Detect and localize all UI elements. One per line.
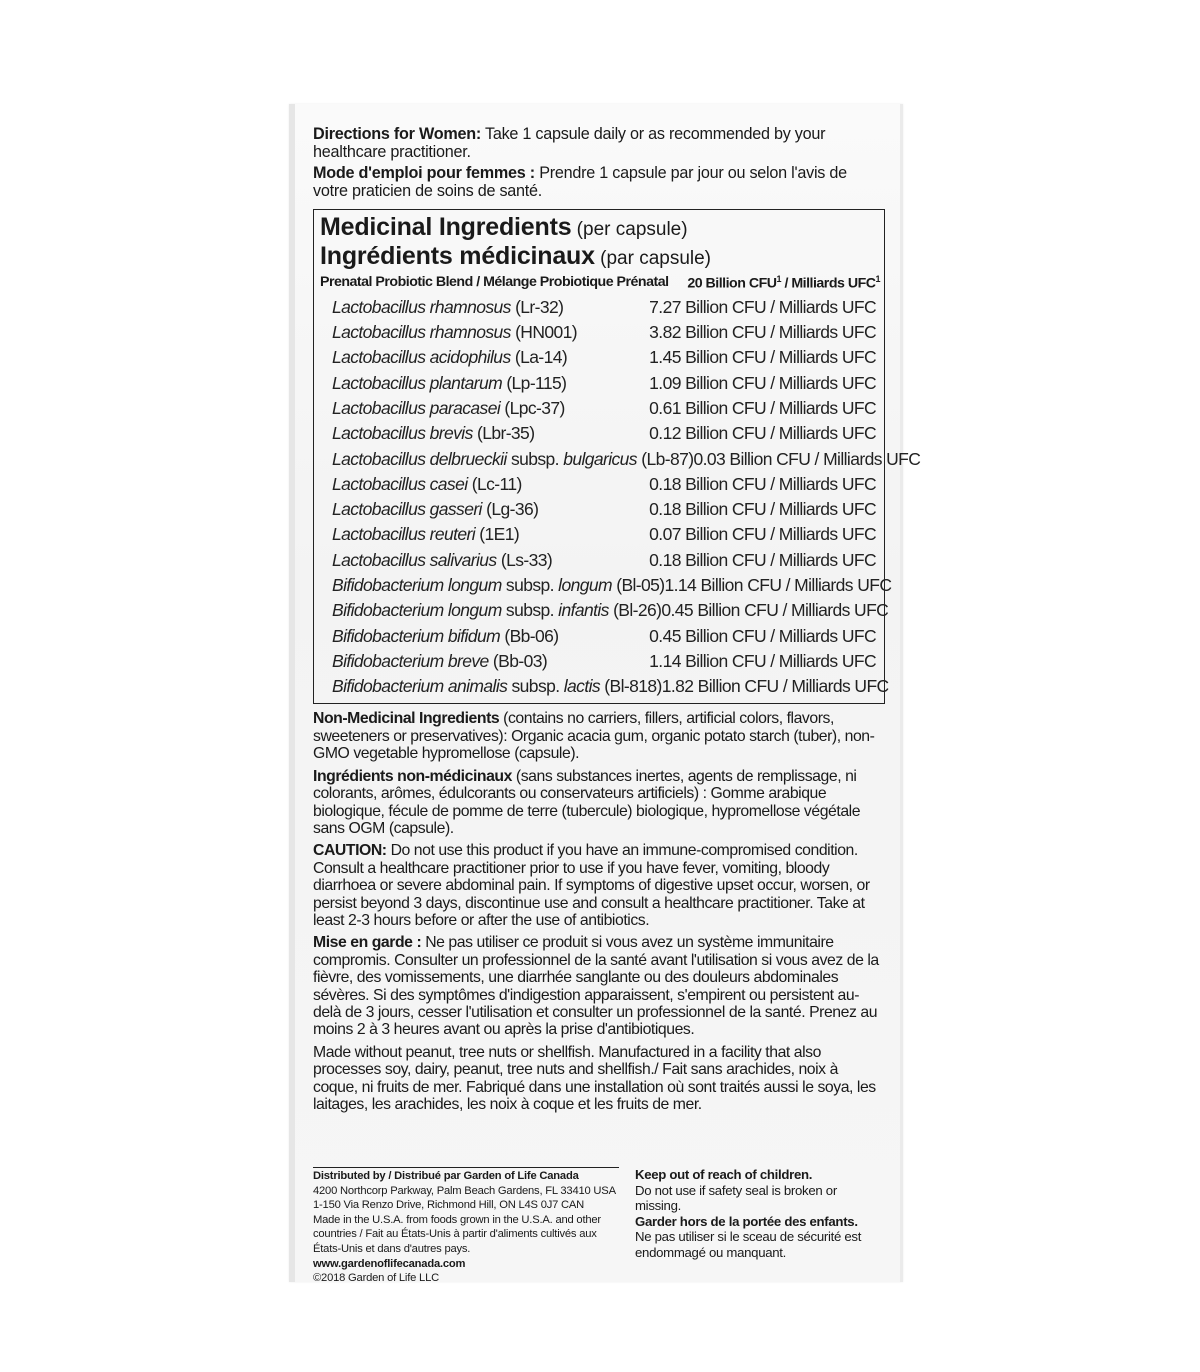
ingredient-species: Bifidobacterium longum: [332, 600, 502, 621]
ingredient-list: [320, 295, 921, 700]
ingredient-amount: 0.07 Billion CFU / Milliards UFC: [649, 524, 876, 545]
copyright: ©2018 Garden of Life LLC: [313, 1272, 439, 1285]
caution-en-label: CAUTION:: [313, 842, 387, 860]
directions-en: [313, 126, 883, 161]
distributed-by: [313, 1169, 619, 1184]
caution-fr: [313, 934, 883, 1038]
ingredient-amount: 0.45 Billion CFU / Milliards UFC: [649, 625, 876, 646]
ingredient-name: [332, 598, 661, 623]
caution-fr-label: Mise en garde :: [313, 934, 422, 952]
non-medicinal-fr: [313, 768, 883, 838]
ingredient-name: [332, 649, 547, 674]
address-usa: 4200 Northcorp Parkway, Palm Beach Gardens, FL 33410 USA: [313, 1184, 616, 1197]
ingredient-species: Lactobacillus rhamnosus: [332, 296, 511, 317]
directions-fr: [313, 165, 883, 200]
ingredient-subspecies: infantis: [558, 600, 609, 621]
ingredient-species: Lactobacillus rhamnosus: [332, 322, 511, 343]
ingredient-strain: (Lb-87): [636, 448, 694, 469]
ingredient-name: [332, 573, 665, 598]
directions-en-text: Take 1 capsule daily or as recommended by your healthcare practitioner.: [313, 125, 826, 161]
footer: [313, 1167, 885, 1286]
directions-fr-text: Prendre 1 capsule par jour ou selon l'avis de votre praticien de soins de santé.: [313, 164, 847, 200]
blend-footnote-fr: 1: [875, 274, 880, 284]
ingredient-name: [332, 497, 538, 522]
ingredient-amount: 3.82 Billion CFU / Milliards UFC: [649, 322, 876, 343]
directions-fr-label: Mode d'emploi pour femmes :: [313, 164, 535, 182]
ingredient-species: Lactobacillus plantarum: [332, 372, 503, 393]
ingredient-row: [320, 396, 884, 421]
ingredient-name: [332, 396, 565, 421]
ingredient-species: Lactobacillus paracasei: [332, 397, 501, 418]
ingredient-amount: 0.03 Billion CFU / Milliards UFC: [693, 448, 921, 469]
ingredient-species: Bifidobacterium bifidum: [332, 625, 501, 646]
non-medicinal-en: [313, 710, 883, 762]
ingredient-amount: 1.14 Billion CFU / Milliards UFC: [664, 575, 892, 595]
ingredient-name: [332, 674, 662, 699]
ingredient-name: [332, 421, 534, 446]
non-medicinal-en-label: Non-Medicinal Ingredients: [313, 710, 500, 728]
blend-amount-fr: / Milliards UFC: [781, 275, 876, 292]
ingredient-amount: 1.45 Billion CFU / Milliards UFC: [649, 347, 876, 368]
ingredient-row: [320, 548, 884, 573]
allergen-statement: Made without peanut, tree nuts or shellfish. Manufactured in a facility that also processes soy, dairy, peanut, tree nuts and shellfish./ Fait sans arachides, noix à coque, ni fruits de mer. Fabriqué dans une installation où sont traités aussi le soya, les laitages, les arachides, les noix à coque et les fruits de mer.: [313, 1043, 876, 1114]
ingredient-amount: 1.82 Billion CFU / Milliards UFC: [661, 676, 889, 697]
ingredient-strain: (HN001): [510, 322, 578, 343]
blend-amount: [687, 274, 880, 292]
ingredient-row: [320, 598, 889, 623]
ingredient-species: Lactobacillus salivarius: [332, 549, 497, 570]
ingredients-title-en: [320, 214, 884, 243]
ingredient-amount: 0.45 Billion CFU / Milliards UFC: [661, 600, 889, 621]
label-panel: [289, 104, 921, 1285]
ingredient-row: [320, 472, 884, 497]
ingredient-name: [332, 472, 522, 497]
ingredient-species: Bifidobacterium longum: [332, 575, 502, 595]
ingredient-species: Lactobacillus acidophilus: [332, 347, 511, 368]
ingredient-strain: (Lg-36): [481, 499, 539, 520]
ingredient-strain: (Bl-05): [611, 575, 665, 595]
ingredient-name: [332, 295, 563, 320]
ingredient-species: Lactobacillus gasseri: [332, 499, 482, 520]
ingredient-subsp: subsp.: [506, 448, 564, 469]
ingredient-row: [320, 649, 884, 674]
ingredient-strain: (Ls-33): [496, 549, 553, 570]
ingredient-subsp: subsp.: [507, 676, 564, 697]
ingredient-strain: (Bl-818): [600, 676, 662, 697]
ingredient-species: Lactobacillus brevis: [332, 423, 473, 444]
distributor-info: [313, 1167, 619, 1286]
keep-out-fr: [635, 1214, 885, 1230]
ingredient-row: [320, 295, 884, 320]
ingredient-name: [332, 522, 519, 547]
keep-out-fr-text: Garder hors de la portée des enfants.: [635, 1213, 858, 1229]
ingredient-amount: 0.18 Billion CFU / Milliards UFC: [649, 473, 876, 494]
ingredients-title-en-sub: (per capsule): [571, 219, 688, 240]
non-medicinal-fr-text: (sans substances inertes, agents de remplissage, ni colorants, arômes, édulcorants ou conservateurs artificiels) : Gomme arabique biologique, fécule de pomme de terre (tubercule) biologique, hypromellose végétale sans OGM (capsule).: [313, 767, 861, 837]
ingredients-title-fr-text: Ingrédients médicinaux: [320, 242, 595, 270]
non-medicinal-fr-label: Ingrédients non-médicinaux: [313, 767, 512, 785]
ingredient-strain: (Lc-11): [467, 473, 522, 494]
ingredient-species: Lactobacillus delbrueckii: [332, 448, 507, 469]
ingredient-species: Lactobacillus casei: [332, 473, 468, 494]
ingredient-name: [332, 371, 566, 396]
ingredient-name: [332, 345, 567, 370]
ingredient-row: [320, 421, 884, 446]
ingredient-amount: 7.27 Billion CFU / Milliards UFC: [649, 296, 876, 317]
label-content: [313, 125, 921, 1114]
ingredient-subspecies: lactis: [563, 676, 601, 697]
ingredient-row: [320, 573, 892, 598]
ingredient-name: [332, 624, 559, 649]
ingredient-subspecies: longum: [558, 575, 612, 595]
ingredient-strain: (Lpc-37): [500, 397, 565, 418]
ingredient-name: [332, 320, 577, 345]
safety-info: [635, 1167, 885, 1286]
blend-footnote-en: 1: [776, 274, 781, 284]
body-text: [313, 710, 883, 1113]
blend-amount-en: 20 Billion CFU: [687, 275, 777, 292]
ingredient-row: [320, 371, 884, 396]
seal-warning-fr: Ne pas utiliser si le sceau de sécurité est endommagé ou manquant.: [635, 1229, 862, 1260]
ingredient-strain: (Lbr-35): [472, 423, 535, 444]
caution-en: [313, 842, 883, 929]
medicinal-ingredients-box: [313, 209, 921, 704]
ingredient-strain: (Bb-06): [500, 625, 559, 646]
distributed-by-text: Distributed by / Distribué par Garden of Life Canada: [313, 1170, 579, 1182]
blend-row: [320, 274, 884, 292]
ingredient-row: [320, 522, 884, 547]
ingredient-row: [320, 674, 889, 699]
caution-fr-text: Ne pas utiliser ce produit si vous avez un système immunitaire compromis. Consulter un professionnel de la santé avant l'utilisation si vous avez de la fièvre, des vomissements, une diarrhée sanglante ou des douleurs abdominales sévères. Si des symptômes d'indigestion apparaissent, s'empirent ou persistent au-delà de 3 jours, cesser l'utilisation et consulter un professionnel de la santé. Prenez au moins 2 à 3 heures avant ou après la prise d'antibiotiques.: [313, 934, 879, 1039]
non-medicinal-en-text: (contains no carriers, fillers, artificial colors, flavors, sweeteners or preservatives): Organic acacia gum, organic potato starch (tuber), non-GMO vegetable hypromellose (capsule).: [313, 710, 875, 763]
ingredient-amount: 0.18 Billion CFU / Milliards UFC: [649, 499, 876, 520]
ingredients-title-en-text: Medicinal Ingredients: [320, 213, 572, 241]
ingredient-species: Lactobacillus reuteri: [332, 524, 476, 545]
ingredient-strain: (1E1): [475, 524, 520, 545]
website-text: www.gardenoflifecanada.com: [313, 1257, 466, 1270]
keep-out-en: [635, 1167, 885, 1183]
blend-label: Prenatal Probiotic Blend / Mélange Probiotique Prénatal: [320, 274, 669, 290]
ingredient-amount: 0.12 Billion CFU / Milliards UFC: [649, 423, 876, 444]
ingredient-name: [332, 447, 693, 472]
ingredient-species: Bifidobacterium breve: [332, 650, 489, 671]
ingredients-title-fr: [320, 243, 884, 272]
ingredient-strain: (Lr-32): [510, 296, 564, 317]
ingredient-species: Bifidobacterium animalis: [332, 676, 508, 697]
ingredient-row: [320, 320, 884, 345]
directions-en-label: Directions for Women:: [313, 125, 482, 143]
ingredient-row: [320, 447, 921, 472]
ingredient-strain: (Bl-26): [608, 600, 662, 621]
ingredient-subspecies: bulgaricus: [563, 448, 637, 469]
ingredient-subsp: subsp.: [501, 575, 559, 595]
caution-en-text: Do not use this product if you have an immune-compromised condition. Consult a healthcare practitioner prior to use if you have fever, vomiting, bloody diarrhoea or severe abdominal pain. If symptoms of digestive upset occur, worsen, or persist beyond 3 days, discontinue use and consult a healthcare practitioner. Take at least 2-3 hours before or after the use of antibiotics.: [313, 842, 870, 929]
ingredient-strain: (Bb-03): [488, 650, 548, 671]
ingredient-amount: 0.61 Billion CFU / Milliards UFC: [649, 397, 876, 418]
ingredient-name: [332, 548, 552, 573]
ingredient-row: [320, 345, 884, 370]
ingredient-row: [320, 624, 884, 649]
made-in-text: Made in the U.S.A. from foods grown in the U.S.A. and other countries / Fait au États-Unis à partir d'aliments cultivés aux États-Unis et dans d'autres pays.: [313, 1213, 601, 1255]
ingredient-strain: (La-14): [510, 347, 568, 368]
ingredients-title-fr-sub: (par capsule): [594, 248, 712, 269]
made-in: [313, 1213, 619, 1271]
ingredient-amount: 1.14 Billion CFU / Milliards UFC: [649, 650, 876, 671]
ingredient-amount: 1.09 Billion CFU / Milliards UFC: [649, 372, 876, 393]
seal-warning-en: Do not use if safety seal is broken or missing.: [635, 1182, 837, 1213]
ingredient-subsp: subsp.: [501, 600, 559, 621]
keep-out-en-text: Keep out of reach of children.: [635, 1167, 813, 1182]
ingredient-amount: 0.18 Billion CFU / Milliards UFC: [649, 549, 876, 570]
address-canada: 1-150 Via Renzo Drive, Richmond Hill, ON L4S 0J7 CAN: [313, 1199, 585, 1212]
ingredient-strain: (Lp-115): [502, 372, 567, 393]
ingredient-row: [320, 497, 884, 522]
